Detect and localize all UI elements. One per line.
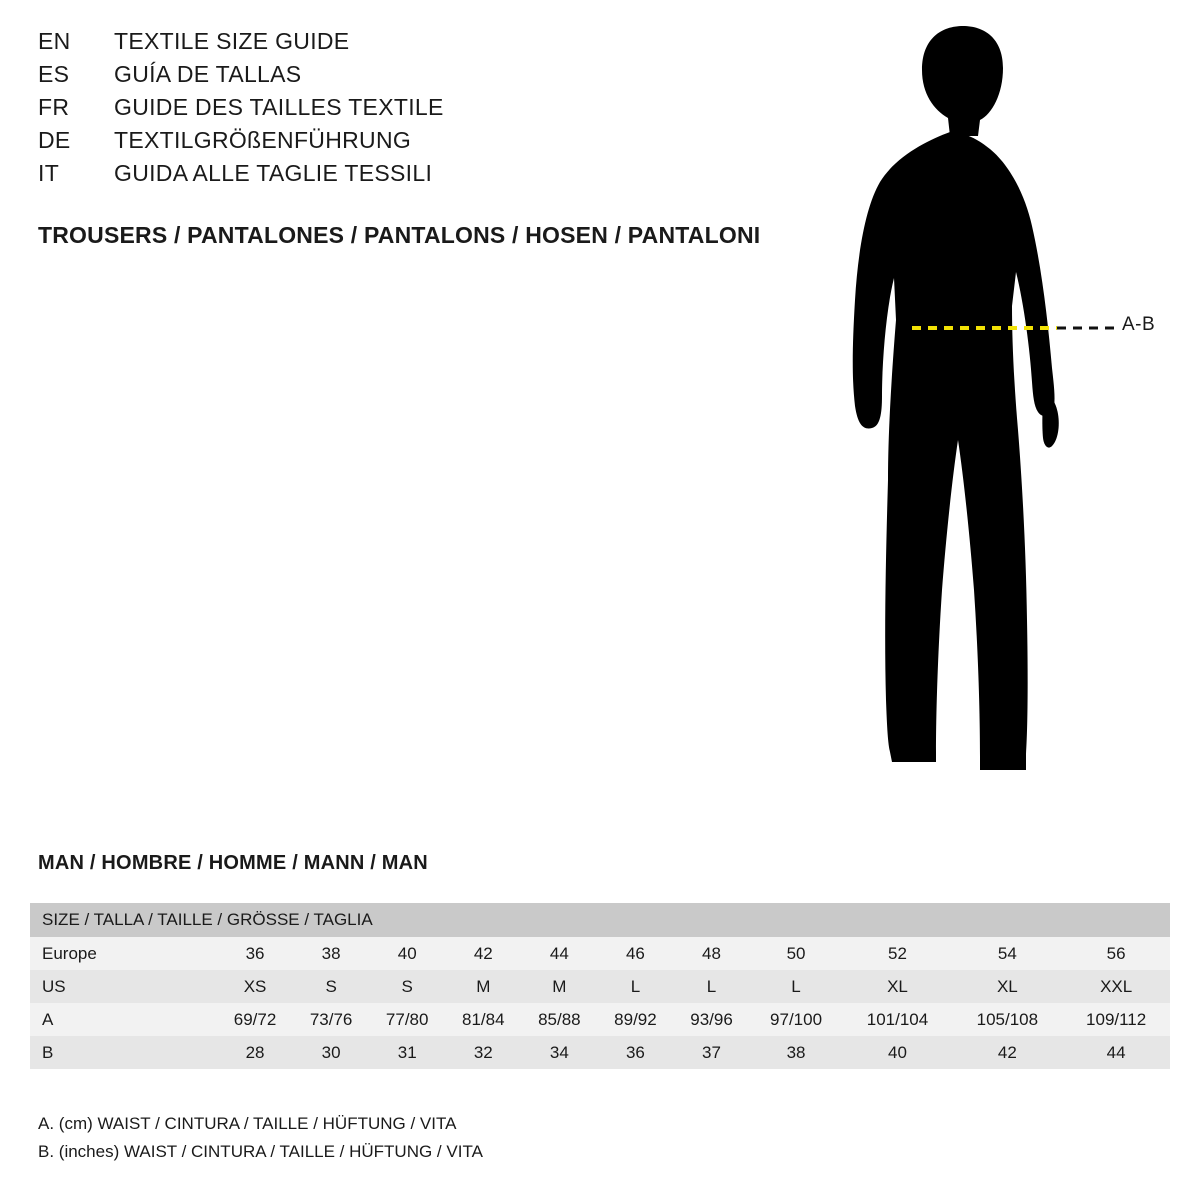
cell: 40 bbox=[843, 1036, 953, 1069]
silhouette-body bbox=[853, 26, 1059, 770]
table-row bbox=[30, 1003, 1170, 1036]
cell: 36 bbox=[217, 937, 293, 970]
language-row bbox=[38, 127, 818, 160]
cell: 48 bbox=[673, 937, 749, 970]
table-header-row bbox=[30, 903, 1170, 937]
cell: XL bbox=[843, 970, 953, 1003]
cell: 36 bbox=[597, 1036, 673, 1069]
language-list bbox=[38, 28, 818, 193]
cell: S bbox=[293, 970, 369, 1003]
cell: 38 bbox=[293, 937, 369, 970]
cell: 37 bbox=[673, 1036, 749, 1069]
language-code: FR bbox=[38, 94, 70, 120]
cell: 52 bbox=[843, 937, 953, 970]
cell: 105/108 bbox=[952, 1003, 1062, 1036]
cell: 30 bbox=[293, 1036, 369, 1069]
cell: 101/104 bbox=[843, 1003, 953, 1036]
language-code: EN bbox=[38, 28, 71, 54]
cell: 54 bbox=[952, 937, 1062, 970]
cell: 93/96 bbox=[673, 1003, 749, 1036]
cell: XXL bbox=[1062, 970, 1170, 1003]
cell: XS bbox=[217, 970, 293, 1003]
cell: 89/92 bbox=[597, 1003, 673, 1036]
table-header-label: SIZE / TALLA / TAILLE / GRÖSSE / TAGLIA bbox=[30, 903, 1170, 937]
cell: 77/80 bbox=[369, 1003, 445, 1036]
table-row bbox=[30, 970, 1170, 1003]
cell: 42 bbox=[952, 1036, 1062, 1069]
silhouette-svg bbox=[800, 10, 1200, 810]
size-table bbox=[30, 903, 1170, 1069]
cell: M bbox=[521, 970, 597, 1003]
cell: 46 bbox=[597, 937, 673, 970]
cell: L bbox=[750, 970, 843, 1003]
footnote-b: B. (inches) WAIST / CINTURA / TAILLE / HÜFTUNG / VITA bbox=[38, 1142, 483, 1161]
footnote-a: A. (cm) WAIST / CINTURA / TAILLE / HÜFTUNG / VITA bbox=[38, 1114, 457, 1133]
cell: 97/100 bbox=[750, 1003, 843, 1036]
language-row bbox=[38, 28, 818, 61]
footnotes bbox=[38, 1110, 483, 1166]
male-silhouette-figure bbox=[800, 10, 1200, 810]
cell: 44 bbox=[521, 937, 597, 970]
language-title: GUIDE DES TAILLES TEXTILE bbox=[114, 94, 444, 120]
cell: L bbox=[673, 970, 749, 1003]
cell: 56 bbox=[1062, 937, 1170, 970]
cell: 50 bbox=[750, 937, 843, 970]
cell: 31 bbox=[369, 1036, 445, 1069]
language-code: ES bbox=[38, 61, 70, 87]
cell: 28 bbox=[217, 1036, 293, 1069]
cell: 38 bbox=[750, 1036, 843, 1069]
language-row bbox=[38, 160, 818, 193]
cell: 32 bbox=[445, 1036, 521, 1069]
cell: 73/76 bbox=[293, 1003, 369, 1036]
cell: 40 bbox=[369, 937, 445, 970]
table-row bbox=[30, 1036, 1170, 1069]
language-row bbox=[38, 61, 818, 94]
section-title-man: MAN / HOMBRE / HOMME / MANN / MAN bbox=[38, 852, 428, 874]
cell: 44 bbox=[1062, 1036, 1170, 1069]
cell: 109/112 bbox=[1062, 1003, 1170, 1036]
garment-type-title: TROUSERS / PANTALONES / PANTALONS / HOSEN / PANTALONI bbox=[38, 222, 761, 248]
cell: 34 bbox=[521, 1036, 597, 1069]
language-code: IT bbox=[38, 160, 60, 186]
cell: XL bbox=[952, 970, 1062, 1003]
cell: M bbox=[445, 970, 521, 1003]
language-code: DE bbox=[38, 127, 71, 153]
language-row bbox=[38, 94, 818, 127]
row-label: US bbox=[30, 970, 217, 1003]
cell: 69/72 bbox=[217, 1003, 293, 1036]
cell: 85/88 bbox=[521, 1003, 597, 1036]
table-row bbox=[30, 937, 1170, 970]
language-title: GUIDA ALLE TAGLIE TESSILI bbox=[114, 160, 433, 186]
language-title: GUÍA DE TALLAS bbox=[114, 61, 302, 87]
row-label: B bbox=[30, 1036, 217, 1069]
measure-label-ab: A-B bbox=[1122, 314, 1156, 335]
language-title: TEXTILE SIZE GUIDE bbox=[114, 28, 350, 54]
cell: S bbox=[369, 970, 445, 1003]
cell: 81/84 bbox=[445, 1003, 521, 1036]
cell: 42 bbox=[445, 937, 521, 970]
row-label: A bbox=[30, 1003, 217, 1036]
cell: L bbox=[597, 970, 673, 1003]
language-title: TEXTILGRÖßENFÜHRUNG bbox=[114, 127, 412, 153]
row-label: Europe bbox=[30, 937, 217, 970]
